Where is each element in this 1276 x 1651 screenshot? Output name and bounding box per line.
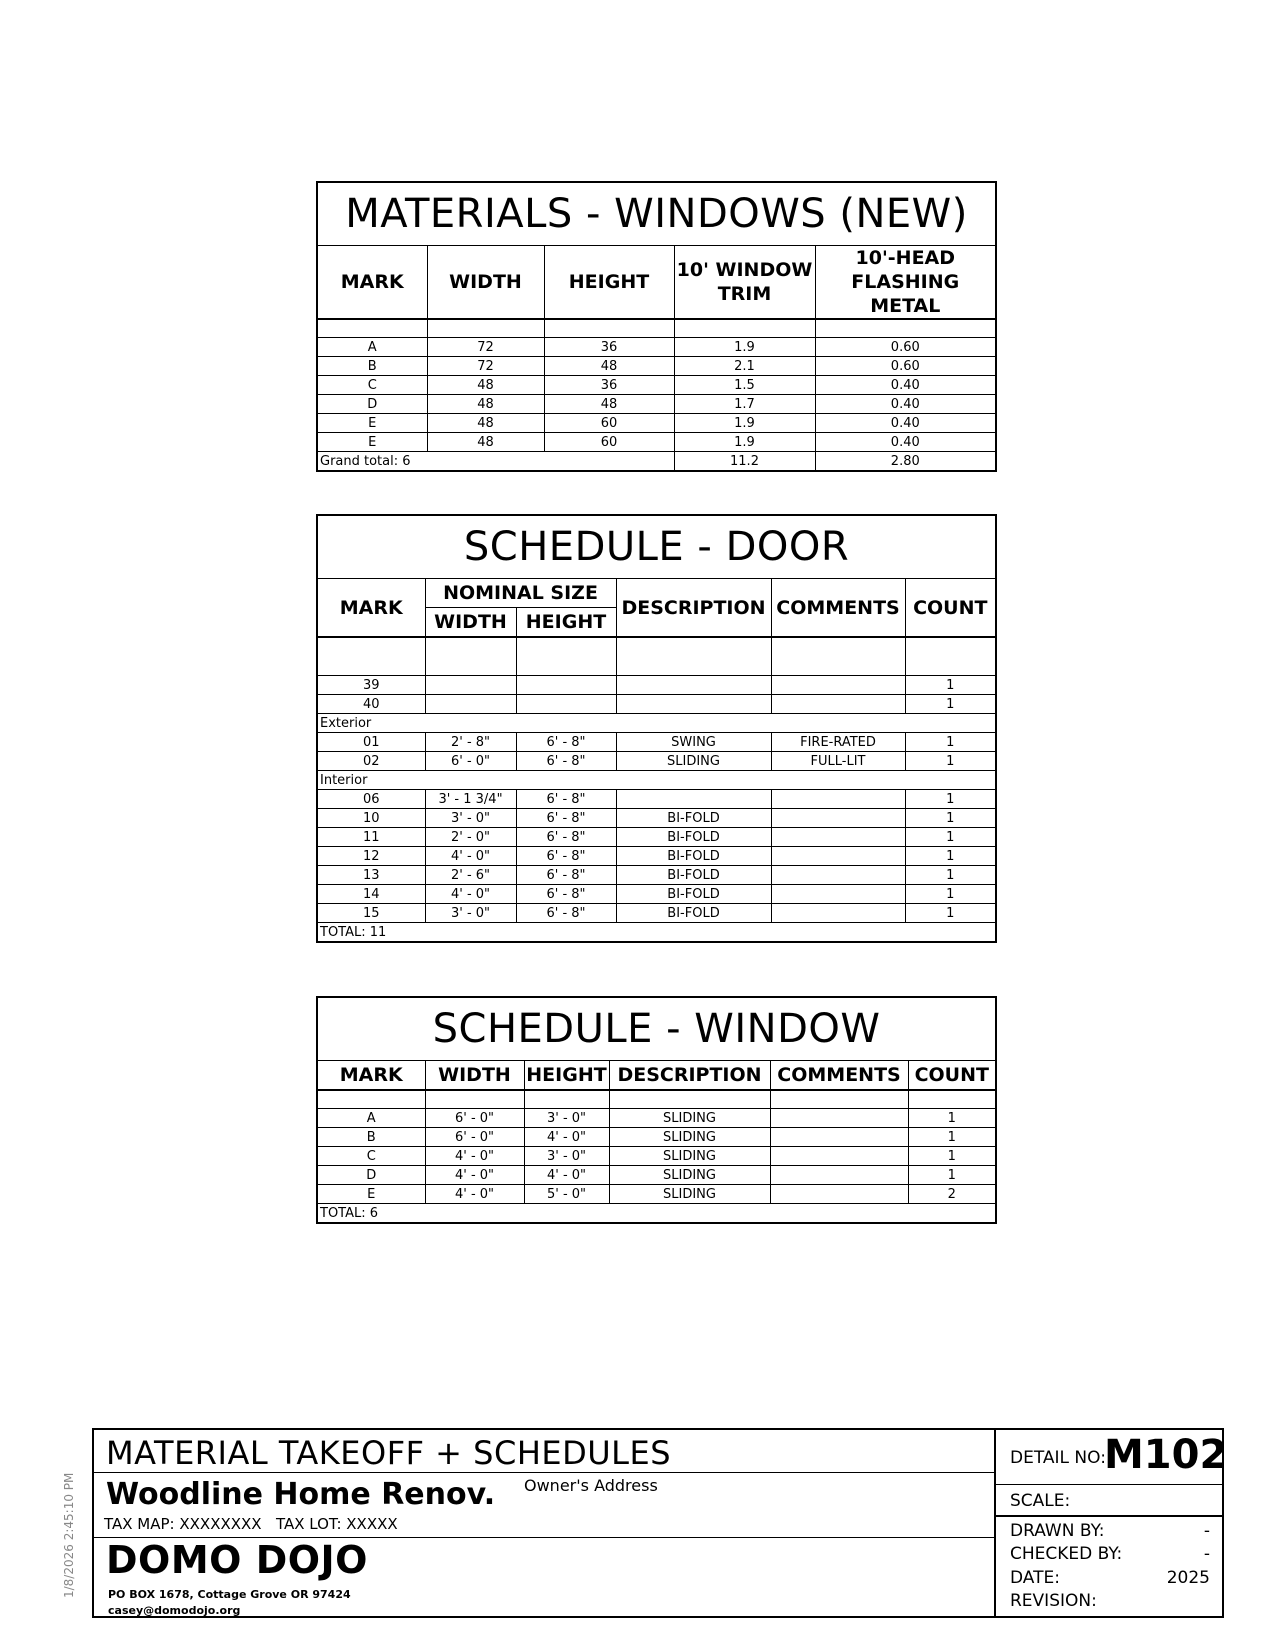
date-label: DATE: xyxy=(1010,1568,1060,1588)
table-cell: 3' - 0" xyxy=(425,904,516,923)
table-cell: 72 xyxy=(427,357,544,376)
table-cell: 1 xyxy=(905,676,995,695)
table-cell xyxy=(771,828,905,847)
table-cell: 1.9 xyxy=(674,338,815,357)
table-row xyxy=(318,885,995,904)
checked-by-label: CHECKED BY: xyxy=(1010,1544,1123,1564)
tax-map: TAX MAP: XXXXXXXX xyxy=(104,1515,262,1533)
window-rows xyxy=(318,1109,995,1204)
table-cell: 1 xyxy=(905,695,995,714)
table-cell: 1 xyxy=(905,809,995,828)
table-cell: 3' - 0" xyxy=(524,1109,609,1128)
sheet-title: MATERIAL TAKEOFF + SCHEDULES xyxy=(106,1434,672,1472)
door-schedule-table xyxy=(316,514,997,943)
table-cell: 4' - 0" xyxy=(425,1185,524,1204)
column-header: WIDTH xyxy=(427,246,544,320)
table-cell xyxy=(771,809,905,828)
table-row xyxy=(318,828,995,847)
table-cell: FULL-LIT xyxy=(771,752,905,771)
table-cell: 2 xyxy=(908,1185,995,1204)
table-cell: E xyxy=(318,1185,425,1204)
table-cell: 6' - 8" xyxy=(516,866,616,885)
table-cell xyxy=(771,904,905,923)
table-cell: 1 xyxy=(908,1109,995,1128)
checked-by-value: - xyxy=(1203,1544,1210,1564)
table-cell: 1 xyxy=(905,904,995,923)
table-row xyxy=(318,338,995,357)
table-cell: D xyxy=(318,395,427,414)
table-cell xyxy=(771,866,905,885)
table-row xyxy=(318,695,995,714)
table-cell: 5' - 0" xyxy=(524,1185,609,1204)
scale-label: SCALE: xyxy=(1010,1491,1071,1511)
table-cell: 6' - 8" xyxy=(516,828,616,847)
table-cell: 1.9 xyxy=(674,433,815,452)
table-cell: 4' - 0" xyxy=(425,847,516,866)
table-cell: C xyxy=(318,1147,425,1166)
table-row xyxy=(318,357,995,376)
table-cell xyxy=(771,695,905,714)
table-cell: 6' - 8" xyxy=(516,847,616,866)
door-rows-ungrouped xyxy=(318,676,995,714)
table-cell xyxy=(771,790,905,809)
date xyxy=(1010,1568,1210,1588)
table-cell: 36 xyxy=(544,376,674,395)
table-cell: 1 xyxy=(905,752,995,771)
table-cell: 72 xyxy=(427,338,544,357)
table-row xyxy=(318,1147,995,1166)
table-cell: 3' - 1 3/4" xyxy=(425,790,516,809)
group-label-exterior: Exterior xyxy=(318,714,995,733)
table-cell: A xyxy=(318,1109,425,1128)
column-header: COUNT xyxy=(905,579,995,638)
table-cell: 1.7 xyxy=(674,395,815,414)
table-cell: SLIDING xyxy=(616,752,771,771)
table-cell xyxy=(425,676,516,695)
table-cell: 60 xyxy=(544,433,674,452)
column-header: HEIGHT xyxy=(524,1061,609,1091)
table-cell: 1 xyxy=(905,790,995,809)
table-cell: 0.40 xyxy=(815,414,995,433)
table-cell: 6' - 8" xyxy=(516,885,616,904)
table-cell xyxy=(770,1128,908,1147)
table-title: SCHEDULE - DOOR xyxy=(318,516,995,579)
table-cell: 39 xyxy=(318,676,425,695)
table-cell: 1 xyxy=(905,847,995,866)
table-cell: SLIDING xyxy=(609,1128,770,1147)
table-cell: 1.5 xyxy=(674,376,815,395)
table-cell: 13 xyxy=(318,866,425,885)
column-header: COMMENTS xyxy=(770,1061,908,1091)
drawn-by-value: - xyxy=(1203,1521,1210,1541)
owner-address: Owner's Address xyxy=(524,1476,658,1495)
column-header: MARK xyxy=(318,579,425,638)
project-name: Woodline Home Renov. xyxy=(106,1477,496,1512)
table-cell: E xyxy=(318,414,427,433)
table-cell: 11 xyxy=(318,828,425,847)
table-cell xyxy=(770,1185,908,1204)
table-cell: 6' - 0" xyxy=(425,752,516,771)
project-row xyxy=(94,1473,994,1538)
table-cell: 6' - 8" xyxy=(516,809,616,828)
table-cell: 4' - 0" xyxy=(425,1147,524,1166)
table-row xyxy=(318,847,995,866)
table-cell: 1 xyxy=(905,866,995,885)
table-cell: C xyxy=(318,376,427,395)
table-cell: SLIDING xyxy=(609,1185,770,1204)
table-row xyxy=(318,376,995,395)
table-cell: 1 xyxy=(905,885,995,904)
table-cell: 1 xyxy=(908,1147,995,1166)
total-trim: 11.2 xyxy=(674,452,815,471)
date-value: 2025 xyxy=(1166,1568,1210,1588)
table-cell xyxy=(616,695,771,714)
column-header: WIDTH xyxy=(425,608,516,638)
title-block xyxy=(92,1428,1228,1618)
table-title: MATERIALS - WINDOWS (NEW) xyxy=(318,183,995,246)
detail-row xyxy=(996,1430,1228,1485)
table-cell: 48 xyxy=(427,395,544,414)
table-cell: BI-FOLD xyxy=(616,885,771,904)
table-cell: 0.60 xyxy=(815,357,995,376)
checked-by xyxy=(1010,1544,1210,1564)
table-cell: SLIDING xyxy=(609,1147,770,1166)
column-header: 10' WINDOW TRIM xyxy=(674,246,815,320)
table-cell: 60 xyxy=(544,414,674,433)
table-cell: 2' - 8" xyxy=(425,733,516,752)
table-cell xyxy=(771,847,905,866)
revision xyxy=(1010,1591,1210,1611)
table-cell: SWING xyxy=(616,733,771,752)
grand-total-label: Grand total: 6 xyxy=(318,452,674,471)
table-row xyxy=(318,395,995,414)
table-cell: 2' - 0" xyxy=(425,828,516,847)
table-row xyxy=(318,1109,995,1128)
tax-lot: TAX LOT: XXXXX xyxy=(276,1515,398,1533)
table-cell: 0.40 xyxy=(815,395,995,414)
table-cell: 6' - 8" xyxy=(516,790,616,809)
table-cell: BI-FOLD xyxy=(616,828,771,847)
table-title: SCHEDULE - WINDOW xyxy=(318,998,995,1061)
table-row xyxy=(318,433,995,452)
column-header: NOMINAL SIZE xyxy=(425,579,616,608)
table-row xyxy=(318,1185,995,1204)
table-cell xyxy=(425,695,516,714)
total-label: TOTAL: 11 xyxy=(318,923,995,942)
sheet-title-row xyxy=(94,1430,994,1473)
column-header: DESCRIPTION xyxy=(609,1061,770,1091)
table-cell xyxy=(616,790,771,809)
total-label: TOTAL: 6 xyxy=(318,1204,995,1223)
table-cell xyxy=(516,676,616,695)
detail-label: DETAIL NO: xyxy=(1010,1448,1106,1468)
table-cell: A xyxy=(318,338,427,357)
table-cell: 48 xyxy=(544,357,674,376)
table-cell: 4' - 0" xyxy=(524,1166,609,1185)
company-name: DOMO DOJO xyxy=(106,1538,368,1582)
column-header: COMMENTS xyxy=(771,579,905,638)
table-cell: B xyxy=(318,357,427,376)
table-cell: 0.40 xyxy=(815,376,995,395)
table-cell: 02 xyxy=(318,752,425,771)
table-cell: 1.9 xyxy=(674,414,815,433)
table-cell xyxy=(770,1109,908,1128)
table-cell: SLIDING xyxy=(609,1166,770,1185)
print-timestamp: 1/8/2026 2:45:10 PM xyxy=(62,1472,76,1598)
table-cell: 1 xyxy=(905,733,995,752)
table-row xyxy=(318,1166,995,1185)
table-cell: 6' - 8" xyxy=(516,733,616,752)
table-cell: 6' - 0" xyxy=(425,1109,524,1128)
scale-row xyxy=(996,1485,1222,1517)
table-cell: 48 xyxy=(427,433,544,452)
table-cell: 06 xyxy=(318,790,425,809)
table-cell: 0.40 xyxy=(815,433,995,452)
materials-rows xyxy=(318,338,995,452)
table-cell: 1 xyxy=(905,828,995,847)
table-cell xyxy=(616,676,771,695)
company-address: PO BOX 1678, Cottage Grove OR 97424 xyxy=(108,1588,351,1601)
table-cell: 0.60 xyxy=(815,338,995,357)
detail-number: M102 xyxy=(1104,1432,1228,1478)
title-block-meta xyxy=(996,1430,1228,1616)
materials-windows-table xyxy=(316,181,997,472)
column-header: MARK xyxy=(318,1061,425,1091)
table-cell: 1 xyxy=(908,1128,995,1147)
table-row xyxy=(318,790,995,809)
table-row xyxy=(318,904,995,923)
table-cell: 10 xyxy=(318,809,425,828)
table-cell xyxy=(770,1166,908,1185)
table-cell: BI-FOLD xyxy=(616,866,771,885)
table-cell: D xyxy=(318,1166,425,1185)
table-cell: FIRE-RATED xyxy=(771,733,905,752)
table-cell xyxy=(771,676,905,695)
table-cell: 6' - 8" xyxy=(516,904,616,923)
table-row xyxy=(318,1128,995,1147)
total-flashing: 2.80 xyxy=(815,452,995,471)
credits-row xyxy=(996,1517,1222,1618)
table-cell: BI-FOLD xyxy=(616,847,771,866)
table-cell: 2.1 xyxy=(674,357,815,376)
table-row xyxy=(318,752,995,771)
table-cell: 2' - 6" xyxy=(425,866,516,885)
title-block-info xyxy=(94,1430,996,1616)
table-cell: 36 xyxy=(544,338,674,357)
table-cell: E xyxy=(318,433,427,452)
group-label-interior: Interior xyxy=(318,771,995,790)
table-cell xyxy=(770,1147,908,1166)
drawn-by-label: DRAWN BY: xyxy=(1010,1521,1105,1541)
table-cell: 14 xyxy=(318,885,425,904)
table-row xyxy=(318,866,995,885)
company-email: casey@domodojo.org xyxy=(108,1604,241,1617)
column-header: COUNT xyxy=(908,1061,995,1091)
column-header: DESCRIPTION xyxy=(616,579,771,638)
table-cell: 6' - 0" xyxy=(425,1128,524,1147)
table-cell xyxy=(516,695,616,714)
table-cell: 48 xyxy=(544,395,674,414)
column-header: HEIGHT xyxy=(544,246,674,320)
revision-label: REVISION: xyxy=(1010,1591,1097,1611)
company-row xyxy=(94,1538,994,1618)
table-cell: BI-FOLD xyxy=(616,809,771,828)
table-cell: 3' - 0" xyxy=(425,809,516,828)
door-rows-interior xyxy=(318,790,995,923)
table-cell: 15 xyxy=(318,904,425,923)
table-cell: 40 xyxy=(318,695,425,714)
table-cell: 01 xyxy=(318,733,425,752)
table-cell: 4' - 0" xyxy=(425,1166,524,1185)
column-header: WIDTH xyxy=(425,1061,524,1091)
table-cell: 48 xyxy=(427,376,544,395)
window-schedule-table xyxy=(316,996,997,1224)
table-cell: 4' - 0" xyxy=(524,1128,609,1147)
table-cell: 3' - 0" xyxy=(524,1147,609,1166)
column-header: 10'-HEAD FLASHING METAL xyxy=(815,246,995,320)
table-cell: SLIDING xyxy=(609,1109,770,1128)
table-cell xyxy=(771,885,905,904)
table-cell: 6' - 8" xyxy=(516,752,616,771)
table-row xyxy=(318,676,995,695)
drawn-by xyxy=(1010,1521,1210,1541)
table-row xyxy=(318,733,995,752)
table-row xyxy=(318,809,995,828)
column-header: MARK xyxy=(318,246,427,320)
table-cell: 48 xyxy=(427,414,544,433)
door-rows-exterior xyxy=(318,733,995,771)
table-cell: 4' - 0" xyxy=(425,885,516,904)
table-cell: BI-FOLD xyxy=(616,904,771,923)
table-row xyxy=(318,414,995,433)
table-cell: 12 xyxy=(318,847,425,866)
column-header: HEIGHT xyxy=(516,608,616,638)
table-cell: B xyxy=(318,1128,425,1147)
table-cell: 1 xyxy=(908,1166,995,1185)
